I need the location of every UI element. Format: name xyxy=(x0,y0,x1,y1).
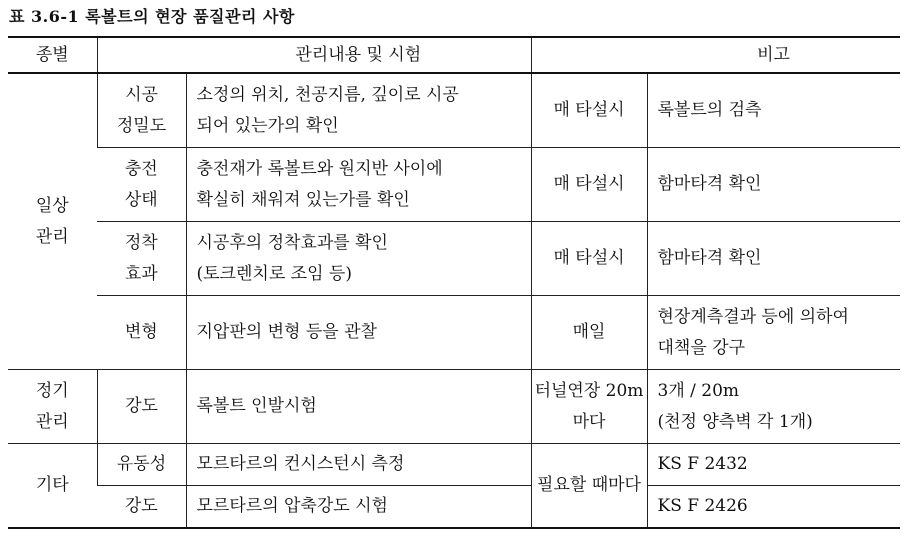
table-row xyxy=(8,73,900,148)
item-cell: 충전 상태 xyxy=(97,148,186,222)
content-cell: 모르타르의 컨시스턴시 측정 xyxy=(186,444,531,486)
content-cell: 록볼트 인발시험 xyxy=(186,370,531,444)
item-cell: 변형 xyxy=(97,296,186,370)
note-cell: 함마타격 확인 xyxy=(647,222,900,296)
note-cell: 록볼트의 검측 xyxy=(647,73,900,148)
note-cell: 현장계측결과 등에 의하여 대책을 강구 xyxy=(647,296,900,370)
table-row xyxy=(8,148,900,222)
table-caption: 표 3.6-1 록볼트의 현장 품질관리 사항 xyxy=(9,7,295,26)
when-cell: 매 타설시 xyxy=(531,222,647,296)
table-row xyxy=(8,222,900,296)
note-cell: 3개 / 20m (천정 양측벽 각 1개) xyxy=(647,370,900,444)
content-cell: 지압판의 변형 등을 관찰 xyxy=(186,296,531,370)
header-remark: 비고 xyxy=(647,37,900,73)
item-cell: 유동성 xyxy=(97,444,186,486)
when-cell: 필요할 때마다 xyxy=(531,444,647,529)
header-type: 종별 xyxy=(8,37,97,73)
quality-control-table xyxy=(8,36,900,529)
category-cell: 정기 관리 xyxy=(8,370,97,444)
table-row xyxy=(8,444,900,486)
note-cell: KS F 2432 xyxy=(647,444,900,486)
header-content: 관리내용 및 시험 xyxy=(186,37,531,73)
item-cell: 강도 xyxy=(97,370,186,444)
when-cell: 매 타설시 xyxy=(531,148,647,222)
when-cell: 터널연장 20m 마다 xyxy=(531,370,647,444)
table-row xyxy=(8,296,900,370)
category-cell: 기타 xyxy=(8,444,97,529)
content-cell: 시공후의 정착효과를 확인 (토크렌치로 조임 등) xyxy=(186,222,531,296)
item-cell: 정착 효과 xyxy=(97,222,186,296)
category-cell: 일상 관리 xyxy=(8,73,97,370)
when-cell: 매 타설시 xyxy=(531,73,647,148)
item-cell: 시공 정밀도 xyxy=(97,73,186,148)
note-cell: KS F 2426 xyxy=(647,486,900,529)
content-cell: 모르타르의 압축강도 시험 xyxy=(186,486,531,529)
when-cell: 매일 xyxy=(531,296,647,370)
table-row xyxy=(8,486,900,529)
table-header-row xyxy=(8,37,900,73)
item-cell: 강도 xyxy=(97,486,186,529)
content-cell: 충전재가 록볼트와 원지반 사이에 확실히 채워져 있는가를 확인 xyxy=(186,148,531,222)
header-blank xyxy=(97,37,186,73)
table-row xyxy=(8,370,900,444)
note-cell: 함마타격 확인 xyxy=(647,148,900,222)
header-blank-2 xyxy=(531,37,647,73)
content-cell: 소정의 위치, 천공지름, 깊이로 시공 되어 있는가의 확인 xyxy=(186,73,531,148)
